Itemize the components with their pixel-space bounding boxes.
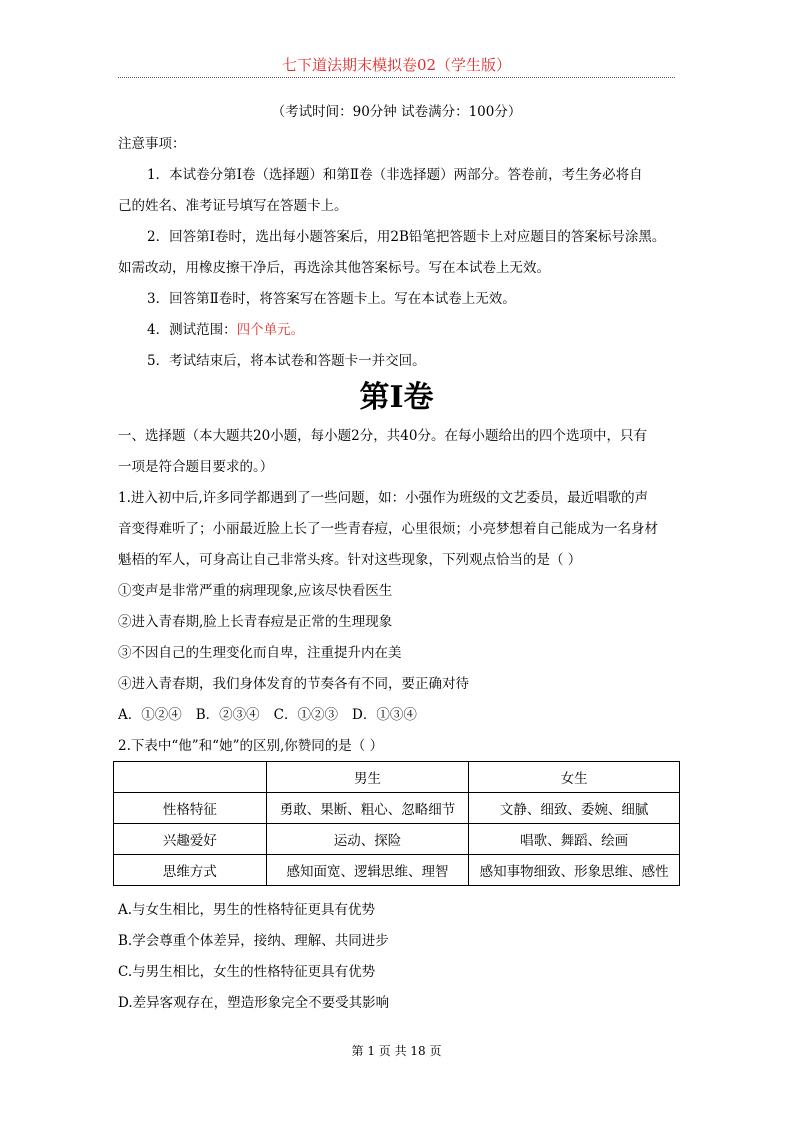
header-title: 七下道法期末模拟卷02（学生版）: [281, 56, 512, 74]
section-1-intro: 一、选择题（本大题共20小题，每小题2分，共40分。在每小题给出的四个选项中，只有: [118, 428, 647, 444]
table-header-cell: 女生: [469, 762, 680, 793]
question-1-stem: 1.进入初中后,许多同学都遇到了一些问题，如：小强作为班级的文艺委员，最近唱歌的声: [118, 490, 649, 506]
table-cell: 感知面宽、逻辑思维、理智: [266, 855, 469, 886]
table-cell: 性格特征: [114, 793, 267, 824]
notice-item-4-prefix: 4．测试范围：: [147, 322, 237, 338]
table-header-row: [114, 762, 680, 793]
table-cell: 感知事物细致、形象思维、感性: [469, 855, 680, 886]
question-2-option-b[interactable]: B.学会尊重个体差异，接纳、理解、共同进步: [118, 933, 389, 949]
table-row: [114, 855, 680, 886]
page-footer: 第 1 页 共 18 页: [351, 1044, 442, 1058]
table-cell: 思维方式: [114, 855, 267, 886]
question-1-option-b[interactable]: B．②③④: [195, 707, 260, 723]
question-1-statement-4: ④进入青春期，我们身体发育的节奏各有不同，要正确对待: [118, 676, 469, 692]
section-1-intro-cont: 一项是符合题目要求的。）: [118, 459, 274, 475]
question-2-option-c[interactable]: C.与男生相比，女生的性格特征更具有优势: [118, 964, 376, 980]
notice-item-4: [147, 321, 304, 339]
table-row: [114, 793, 680, 824]
table-cell: 兴趣爱好: [114, 824, 267, 855]
notice-item-1: 1．本试卷分第Ⅰ卷（选择题）和第Ⅱ卷（非选择题）两部分。答卷前，考生务必将自: [147, 167, 643, 183]
table-row: [114, 824, 680, 855]
notice-item-1-cont: 己的姓名、准考证号填写在答题卡上。: [118, 198, 348, 214]
table-cell: 文静、细致、委婉、细腻: [469, 793, 680, 824]
table-cell: 勇敢、果断、粗心、忽略细节: [266, 793, 469, 824]
header-divider: [118, 77, 675, 78]
comparison-table: [113, 761, 680, 886]
question-2-option-a[interactable]: A.与女生相比，男生的性格特征更具有优势: [118, 902, 376, 918]
volume-title: 第Ⅰ卷: [359, 380, 434, 415]
table-header-cell: [114, 762, 267, 793]
table-header-cell: 男生: [266, 762, 469, 793]
question-1-stem-3: 魁梧的军人，可身高让自己非常头疼。针对这些现象，下列观点恰当的是（ ）: [118, 552, 582, 568]
exam-info: （考试时间：90分钟 试卷满分：100分）: [271, 104, 522, 120]
question-1-options: [118, 706, 431, 724]
question-1-option-a[interactable]: A．①②④: [118, 707, 182, 723]
question-1-statement-1: ①变声是非常严重的病理现象,应该尽快看医生: [118, 583, 393, 599]
table-cell: 运动、探险: [266, 824, 469, 855]
question-1-stem-2: 音变得难听了；小丽最近脸上长了一些青春痘，心里很烦；小亮梦想着自己能成为一名身材: [118, 521, 658, 537]
question-2-option-d[interactable]: D.差异客观存在，塑造形象完全不要受其影响: [118, 995, 390, 1011]
table-cell: 唱歌、舞蹈、绘画: [469, 824, 680, 855]
question-1-statement-3: ③不因自己的生理变化而自卑，注重提升内在美: [118, 645, 402, 661]
notice-item-2-cont: 如需改动，用橡皮擦干净后，再选涂其他答案标号。写在本试卷上无效。: [118, 260, 550, 276]
test-scope: 四个单元。: [236, 322, 305, 338]
question-1-statement-2: ②进入青春期,脸上长青春痘是正常的生理现象: [118, 614, 393, 630]
notice-item-5: 5．考试结束后，将本试卷和答题卡一并交回。: [147, 353, 426, 369]
question-1-option-c[interactable]: C．①②③: [273, 707, 339, 723]
notice-item-3: 3．回答第Ⅱ卷时，将答案写在答题卡上。写在本试卷上无效。: [147, 291, 516, 307]
notice-heading: 注意事项：: [118, 136, 186, 152]
question-1-option-d[interactable]: D．①③④: [352, 707, 417, 723]
question-2-stem: 2.下表中“他”和“她”的区别,你赞同的是（ ）: [118, 738, 384, 754]
notice-item-2: 2．回答第Ⅰ卷时，选出每小题答案后，用2B铅笔把答题卡上对应题目的答案标号涂黑。: [147, 229, 666, 245]
